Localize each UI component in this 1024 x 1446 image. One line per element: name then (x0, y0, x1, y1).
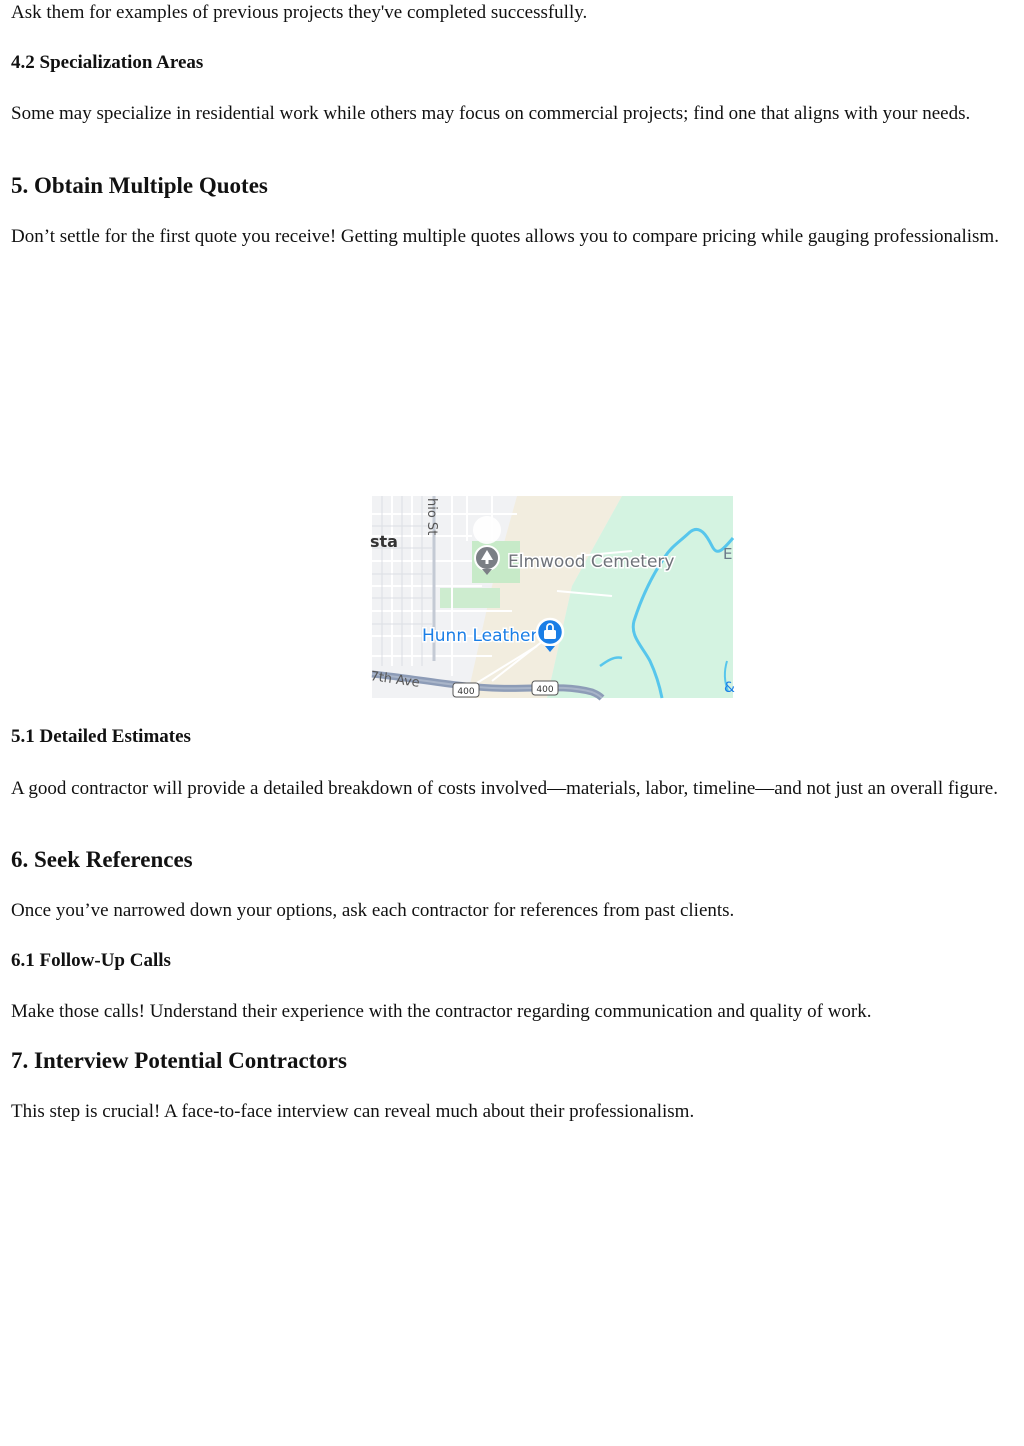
heading-specialization-areas: 4.2 Specialization Areas (11, 52, 204, 73)
map-label-edge-amp: & (724, 680, 735, 696)
heading-obtain-multiple-quotes: 5. Obtain Multiple Quotes (11, 173, 268, 198)
paragraph-interview-contractors: This step is crucial! A face-to-face interview can reveal much about their professionalism. (11, 1101, 695, 1122)
intro-paragraph: Ask them for examples of previous projects they've completed successfully. (11, 2, 588, 23)
map-label-leather[interactable]: Hunn Leather (422, 626, 538, 646)
heading-follow-up-calls: 6.1 Follow-Up Calls (11, 950, 171, 971)
map-label-cemetery[interactable]: Elmwood Cemetery (508, 552, 675, 572)
map-label-ohio-street: hio St (424, 498, 439, 536)
heading-interview-contractors: 7. Interview Potential Contractors (11, 1048, 347, 1073)
paragraph-follow-up-calls: Make those calls! Understand their experience with the contractor regarding communication and quality of work. (11, 1001, 872, 1022)
map-route-label-1: 400 (457, 687, 475, 697)
heading-detailed-estimates: 5.1 Detailed Estimates (11, 726, 191, 747)
paragraph-seek-references: Once you’ve narrowed down your options, ask each contractor for references from past clients. (11, 900, 735, 921)
map-label-edge-e: E (723, 545, 733, 563)
heading-seek-references: 6. Seek References (11, 847, 193, 872)
map-route-label-2: 400 (536, 685, 554, 695)
paragraph-detailed-estimates: A good contractor will provide a detailed breakdown of costs involved—materials, labor, timeline—and not just an overall figure. (11, 778, 998, 799)
map-route-shield-2 (532, 681, 558, 695)
paragraph-obtain-multiple-quotes: Don’t settle for the first quote you receive! Getting multiple quotes allows you to compare pricing while gauging professionalism. (11, 226, 999, 247)
map-label-town: sta (370, 532, 398, 551)
map-green-strip (440, 588, 500, 608)
paragraph-specialization-areas: Some may specialize in residential work while others may focus on commercial projects; find one that aligns with your needs. (11, 103, 971, 124)
map-label-avenue: 7th Ave (369, 669, 421, 691)
map-route-shield-1 (453, 683, 479, 697)
map-image[interactable] (369, 496, 735, 698)
